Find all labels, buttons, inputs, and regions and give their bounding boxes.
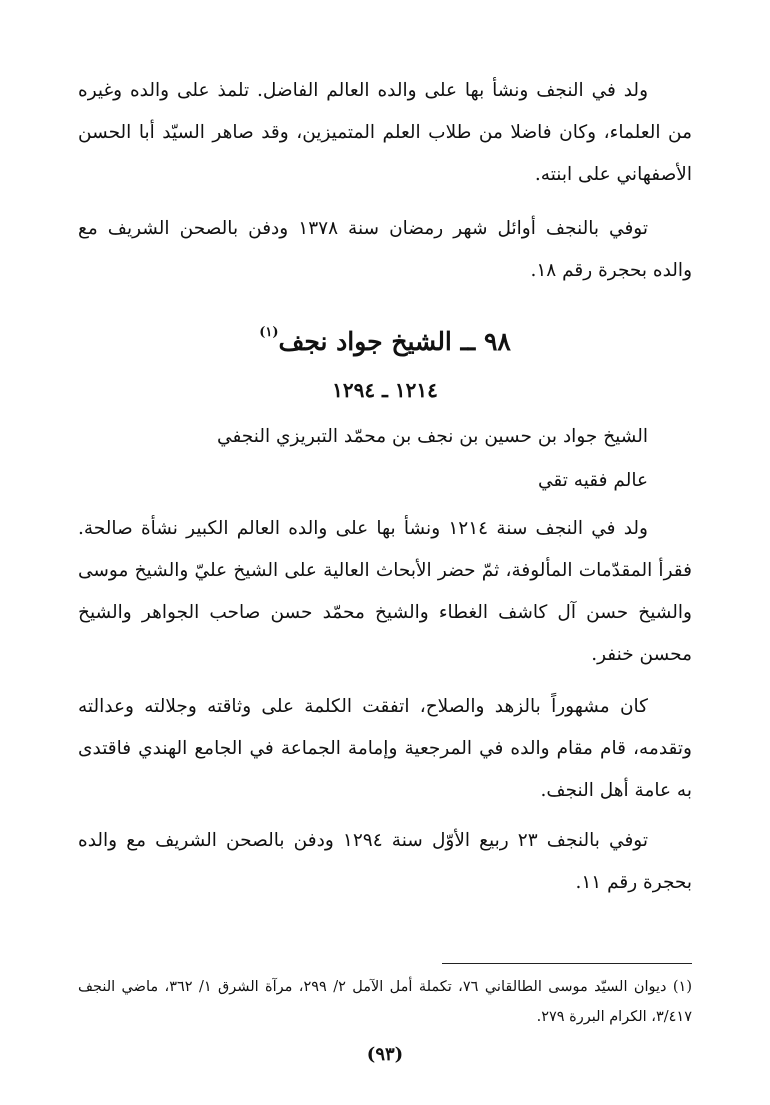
entry-death-paragraph: توفي بالنجف ٢٣ ربيع الأوّل سنة ١٢٩٤ ودفن بالصحن الشريف مع والده بحجرة رقم ١١.	[78, 830, 692, 893]
entry-full-name: الشيخ جواد بن حسين بن نجف بن محمّد التبريزي النجفي	[217, 426, 648, 447]
entry-full-name-block	[78, 416, 692, 458]
entry-dates: ١٢١٤ ـ ١٢٩٤	[332, 378, 438, 402]
entry-character-paragraph: كان مشهوراً بالزهد والصلاح، اتفقت الكلمة على وثاقته وجلالته وعدالته وتقدمه، قام مقام والده في المرجعية وإمامة الجماعة في الجامع الهندي فاقتدى به عامة أهل النجف.	[78, 696, 692, 801]
entry-title-text: ٩٨ ــ الشيخ جواد نجف	[278, 327, 511, 356]
page-number: (٩٣)	[366, 1044, 404, 1065]
death-paragraph: توفي بالنجف أوائل شهر رمضان سنة ١٣٧٨ ودفن بالصحن الشريف مع والده بحجرة رقم ١٨.	[78, 218, 692, 281]
entry-rank: عالم فقيه تقي	[537, 470, 648, 491]
previous-entry-death	[78, 208, 692, 292]
entry-rank-block	[78, 460, 692, 502]
biography-paragraph: ولد في النجف ونشأ بها على والده العالم الفاضل. تلمذ على والده وغيره من العلماء، وكان فاضلا من طلاب العلم المتميزين، وقد صاهر السيّد أبا الحسن الأصفهاني على ابنته.	[78, 80, 692, 185]
entry-birth-paragraph: ولد في النجف سنة ١٢١٤ ونشأ بها على والده العالم الكبير نشأة صالحة. فقرأ المقدّمات المألوفة، ثمّ حضر الأبحاث العالية على الشيخ عليّ والشيخ موسى والشيخ حسن آل كاشف الغطاء والشيخ محمّد حسن صاحب الجواهر والشيخ محسن خنفر.	[78, 518, 692, 665]
entry-character-block	[78, 686, 692, 812]
footnote-divider	[442, 963, 692, 964]
entry-title	[78, 320, 692, 364]
footnote: (١) ديوان السيّد موسى الطالقاني ٧٦، تكملة أمل الآمل ٢/ ٢٩٩، مرآة الشرق ١/ ٣٦٢، ماضي النجف ٣/٤١٧، الكرام البررة ٢٧٩.	[78, 979, 692, 1025]
footnote-marker: (١)	[259, 325, 279, 340]
previous-entry-biography	[78, 70, 692, 196]
entry-birth-block	[78, 508, 692, 676]
entry-death-block	[78, 820, 692, 904]
